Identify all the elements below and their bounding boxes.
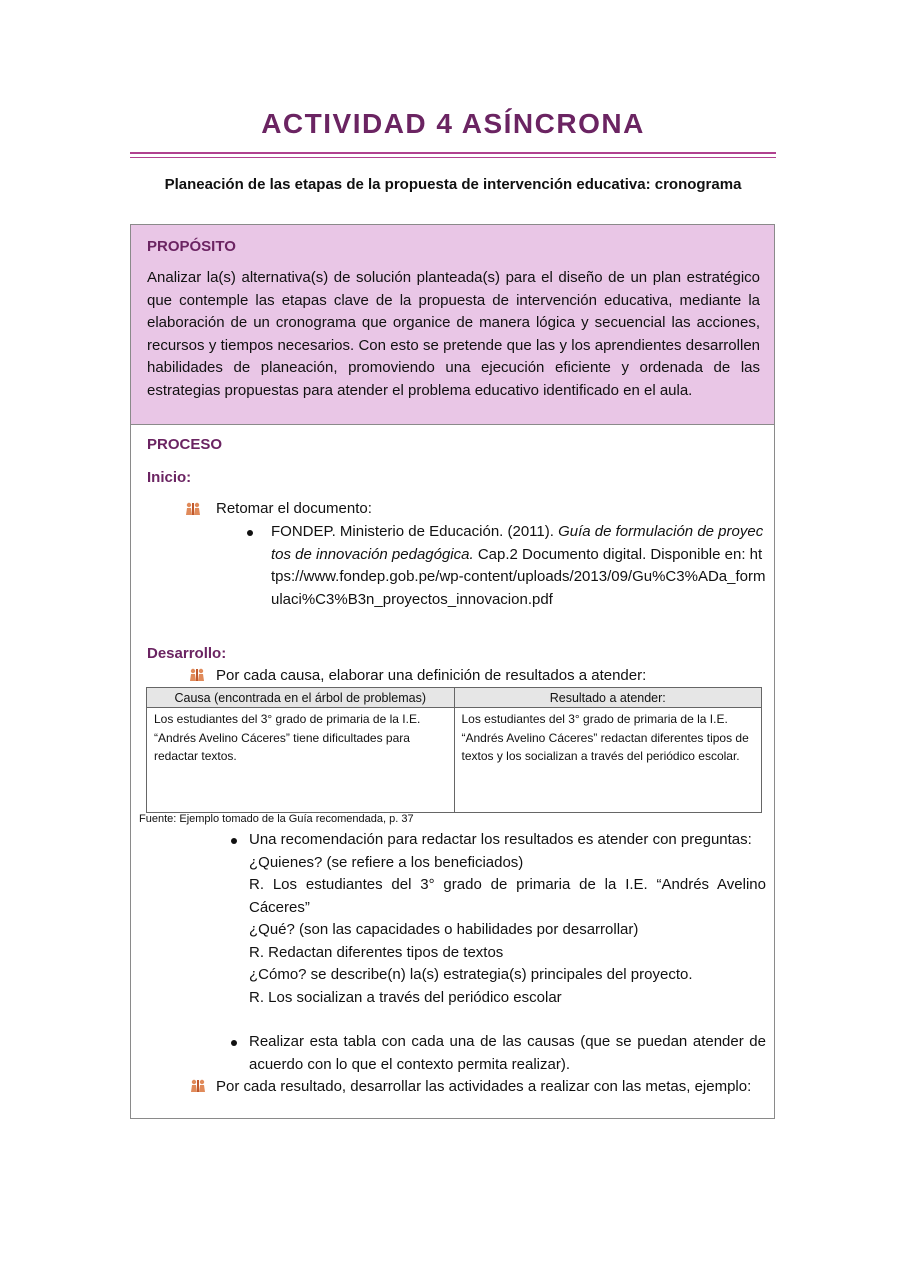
title-rule xyxy=(130,152,776,154)
proposito-heading: PROPÓSITO xyxy=(147,238,236,255)
table-row xyxy=(147,708,762,813)
bullet-dot xyxy=(231,1040,237,1046)
table-header-row xyxy=(147,688,762,708)
proposito-text: Analizar la(s) alternativa(s) de solución planteada(s) para el diseño de un plan estratégico que contemple las etapas clave de la propuesta de intervención educativa, mediante la elaboración de un cronograma que organice de manera lógica y secuencial las acciones, recursos y tiempos necesarios. Con esto se pretende que las y los aprendientes desarrollen habilidades de planeación, promoviendo una ejecución eficiente y ordenada de las estrategias propuestas para atender el problema educativo identificado en el aula. xyxy=(147,269,760,399)
people-bullet-icon xyxy=(190,1079,206,1093)
reference-citation xyxy=(271,521,766,611)
desarrollo-item1: Por cada causa, elaborar una definición de resultados a atender: xyxy=(216,667,647,684)
inicio-heading: Inicio: xyxy=(147,469,192,486)
bullet-dot xyxy=(247,530,253,536)
title-rule-thin xyxy=(130,157,776,158)
recommendation-line: R. Redactan diferentes tipos de textos xyxy=(249,943,504,961)
table-cell-resultado: Los estudiantes del 3° grado de primaria de la I.E. “Andrés Avelino Cáceres” redactan diferentes tipos de textos y los socializan a través del periódico escolar. xyxy=(454,708,762,813)
desarrollo-bullet2: Realizar esta tabla con cada una de las causas (que se puedan atender de acuerdo con lo que el contexto permita realizar). xyxy=(249,1033,766,1073)
desarrollo-item2: Por cada resultado, desarrollar las actividades a realizar con las metas, ejemplo: xyxy=(216,1078,752,1095)
recommendation-line: ¿Cómo? se describe(n) la(s) estrategia(s) principales del proyecto. xyxy=(249,966,693,983)
reference-author: FONDEP. Ministerio de Educación. (2011). xyxy=(271,523,559,540)
page-title: ACTIVIDAD 4 ASÍNCRONA xyxy=(261,108,645,139)
proposito-section xyxy=(131,225,774,425)
reference-title: Guía de formulación de proyectos de innovación pedagógica. xyxy=(271,523,764,563)
page-subtitle: Planeación de las etapas de la propuesta de intervención educativa: cronograma xyxy=(164,176,742,193)
desarrollo-heading: Desarrollo: xyxy=(147,645,227,662)
recommendation-line: Una recomendación para redactar los resultados es atender con preguntas: xyxy=(249,831,752,848)
recommendation-block xyxy=(249,829,766,1009)
proceso-heading: PROCESO xyxy=(147,436,223,453)
activity-box xyxy=(130,224,775,1119)
table-source-note: Fuente: Ejemplo tomado de la Guía recomendada, p. 37 xyxy=(139,813,414,825)
table-header-causa: Causa (encontrada en el árbol de problemas) xyxy=(147,688,455,708)
inicio-item: Retomar el documento: xyxy=(216,500,372,517)
recommendation-line: ¿Qué? (son las capacidades o habilidades por desarrollar) xyxy=(249,921,639,938)
reference-source: Cap.2 Documento digital. Disponible en: https://www.fondep.gob.pe/wp-content/uploads/2013/09/Gu%C3%ADa_formulaci%C3%B3n_proyectos_innovacion.pdf xyxy=(271,545,766,608)
people-bullet-icon xyxy=(189,668,205,682)
table-header-resultado: Resultado a atender: xyxy=(454,688,762,708)
recommendation-line: R. Los socializan a través del periódico escolar xyxy=(249,988,562,1006)
recommendation-line: ¿Quienes? (se refiere a los beneficiados) xyxy=(249,853,524,871)
table-cell-causa: Los estudiantes del 3° grado de primaria de la I.E. “Andrés Avelino Cáceres” tiene dificultades para redactar textos. xyxy=(147,708,455,813)
people-bullet-icon xyxy=(185,502,201,516)
bullet-dot xyxy=(231,838,237,844)
results-table xyxy=(146,687,762,813)
recommendation-line: R. Los estudiantes del 3° grado de primaria de la I.E. “Andrés Avelino Cáceres” xyxy=(249,876,766,916)
